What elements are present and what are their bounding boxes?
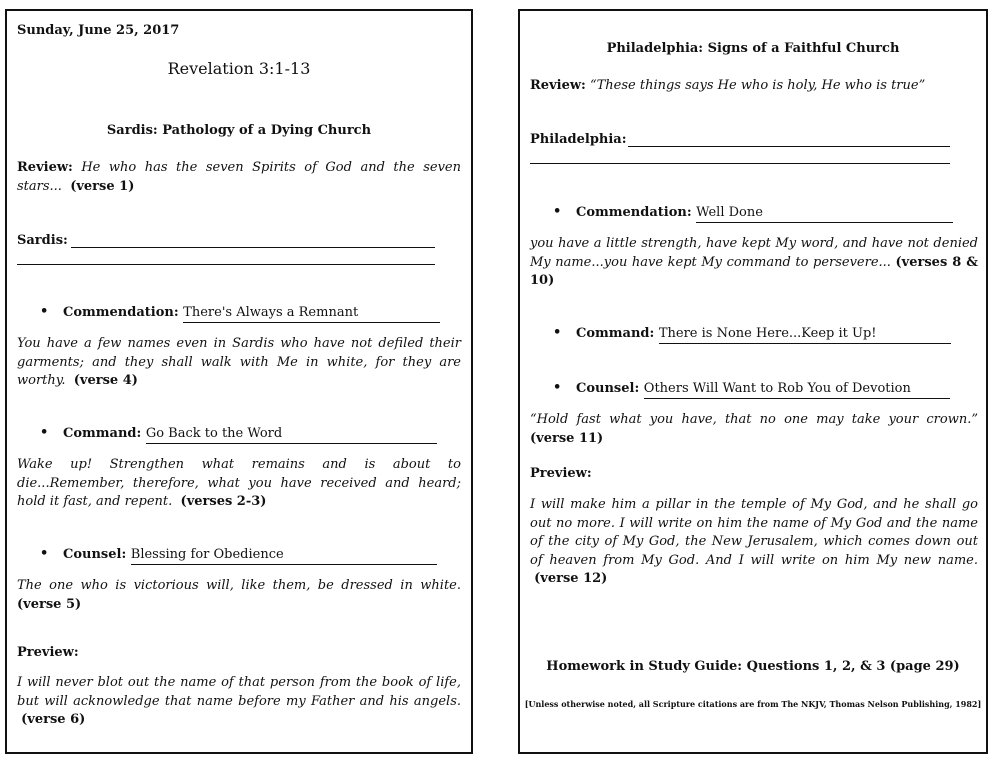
philadelphia-blank-line-1: [628, 146, 950, 147]
command-ref: (verses 2-3): [180, 494, 267, 509]
sardis-heading: Sardis: Pathology of a Dying Church: [106, 123, 372, 138]
counsel-answer: Blessing for Obedience: [131, 546, 437, 565]
philadelphia-label: Philadelphia:: [530, 132, 627, 147]
sardis-counsel: [63, 546, 437, 565]
sardis-review: [17, 159, 461, 196]
sardis-blank-line-2: [17, 264, 435, 265]
philadelphia-commendation: [576, 204, 953, 223]
philadelphia-review: [530, 77, 925, 95]
commendation-text: You have a few names even in Sardis who have not defiled their garments; and they shall walk with Me in white, for they are worthy.: [17, 336, 461, 388]
bullet-icon: •: [553, 325, 562, 340]
preview-ref: (verse 6): [21, 712, 86, 727]
counsel-ref: (verse 11): [530, 430, 604, 446]
review-label: Review:: [530, 78, 586, 93]
preview-text: I will never blot out the name of that person from the book of life, but will acknowledge that name before my Father and his angels.: [17, 675, 461, 709]
review-text: “These things says He who is holy, He who is true”: [589, 78, 926, 93]
sardis-blank-line-1: [71, 247, 435, 248]
counsel-text: The one who is victorious will, like them, be dressed in white.: [17, 578, 461, 593]
commendation-text: you have a little strength, have kept My word, and have not denied My name...you have kept My command to persevere...: [530, 236, 978, 270]
philadelphia-panel: [518, 9, 988, 754]
bullet-icon: •: [40, 546, 49, 561]
sardis-commendation-text: [17, 335, 461, 391]
philadelphia-commendation-text: [530, 235, 978, 291]
homework-note: Homework in Study Guide: Questions 1, 2, & 3 (page 29): [546, 659, 960, 674]
scripture-footnote: [Unless otherwise noted, all Scripture citations are from The NKJV, Thomas Nelson Publishing, 1982]: [524, 699, 982, 709]
commendation-ref: (verses 8 & 10): [530, 254, 978, 288]
sardis-command-text: [17, 456, 461, 512]
bullet-icon: •: [40, 425, 49, 440]
commendation-answer: There's Always a Remnant: [183, 304, 440, 323]
commendation-label: Commendation:: [63, 305, 179, 320]
sardis-counsel-text: [17, 577, 461, 614]
counsel-label: Counsel:: [63, 547, 127, 562]
preview-text: I will make him a pillar in the temple of My God, and he shall go out no more. I will write on him the name of My God and the name of the city of My God, the New Jerusalem, which comes down out of heaven from My God. And I will write on him My new name.: [530, 497, 978, 568]
command-label: Command:: [576, 326, 655, 341]
command-answer: There is None Here...Keep it Up!: [659, 325, 951, 344]
commendation-answer: Well Done: [696, 204, 953, 223]
philadelphia-counsel-text: [530, 411, 978, 448]
philadelphia-blank-line-2: [530, 163, 950, 164]
command-label: Command:: [63, 426, 142, 441]
philadelphia-preview-label: Preview:: [530, 466, 592, 481]
commendation-ref: (verse 4): [73, 373, 138, 388]
sardis-panel: [5, 9, 473, 754]
sardis-preview-text: [17, 674, 461, 730]
counsel-ref: (verse 5): [17, 596, 82, 612]
counsel-text: “Hold fast what you have, that no one may take your crown.”: [530, 412, 978, 427]
philadelphia-command: [576, 325, 951, 344]
sardis-label: Sardis:: [17, 233, 68, 248]
review-text: He who has the seven Spirits of God and the seven stars...: [17, 160, 461, 194]
review-ref: (verse 1): [70, 178, 135, 194]
bullet-icon: •: [40, 304, 49, 319]
commendation-label: Commendation:: [576, 205, 692, 220]
bullet-icon: •: [553, 204, 562, 219]
philadelphia-counsel: [576, 380, 950, 399]
passage-title: Revelation 3:1-13: [167, 59, 311, 78]
command-text: Wake up! Strengthen what remains and is about to die...Remember, therefore, what you have received and heard; hold it fast, and repent.: [17, 457, 461, 509]
review-label: Review:: [17, 160, 73, 175]
preview-ref: (verse 12): [534, 571, 608, 586]
sardis-command: [63, 425, 437, 444]
sardis-commendation: [63, 304, 440, 323]
philadelphia-heading: Philadelphia: Signs of a Faithful Church: [606, 41, 900, 56]
counsel-answer: Others Will Want to Rob You of Devotion: [644, 380, 950, 399]
counsel-label: Counsel:: [576, 381, 640, 396]
bullet-icon: •: [553, 380, 562, 395]
sermon-date: Sunday, June 25, 2017: [17, 23, 180, 38]
command-answer: Go Back to the Word: [146, 425, 437, 444]
philadelphia-preview-text: [530, 496, 978, 589]
sardis-preview-label: Preview:: [17, 645, 79, 660]
